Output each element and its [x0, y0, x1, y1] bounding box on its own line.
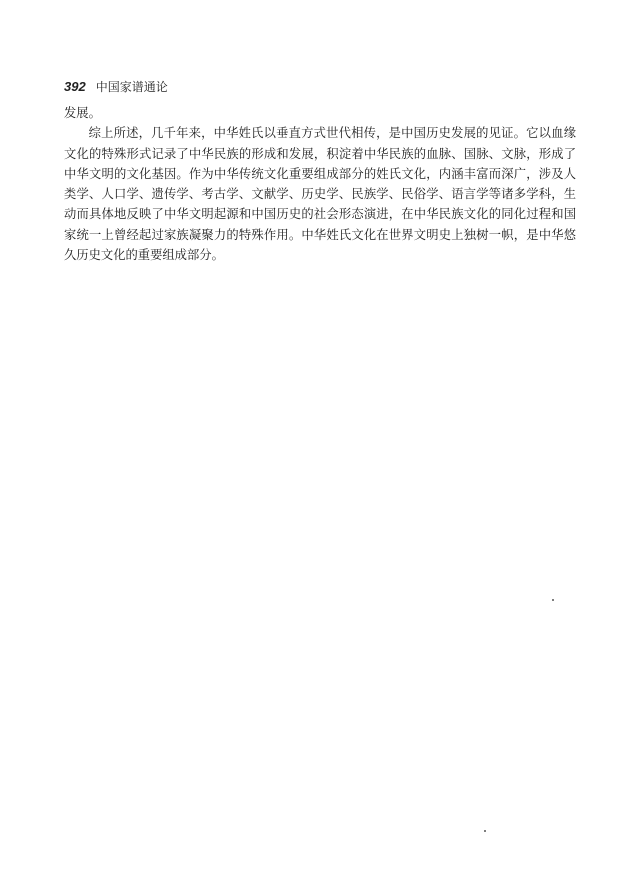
scan-speck [484, 830, 486, 832]
running-title: 中国家谱通论 [95, 80, 168, 94]
paragraph-conclusion: 综上所述，几千年来，中华姓氏以垂直方式世代相传，是中国历史发展的见证。它以血缘文化的特殊形式记录了中华民族的形成和发展，积淀着中华民族的血脉、国脉、文脉，形成了中华文明的文化基因。作为中华传统文化重要组成部分的姓氏文化，内涵丰富而深广，涉及人类学、人口学、遗传学、考古学、文献学、历史学、民族学、民俗学、语言学等诸多学科，生动而具体地反映了中华文明起源和中国历史的社会形态演进，在中华民族文化的同化过程和国家统一上曾经起过家族凝聚力的特殊作用。中华姓氏文化在世界文明史上独树一帜，是中华悠久历史文化的重要组成部分。 [64, 126, 576, 263]
scan-speck [552, 599, 554, 601]
page-header [64, 78, 168, 96]
page-number: 392 [64, 79, 86, 94]
body-text [64, 103, 576, 265]
paragraph-continued: 发展。 [64, 106, 101, 120]
